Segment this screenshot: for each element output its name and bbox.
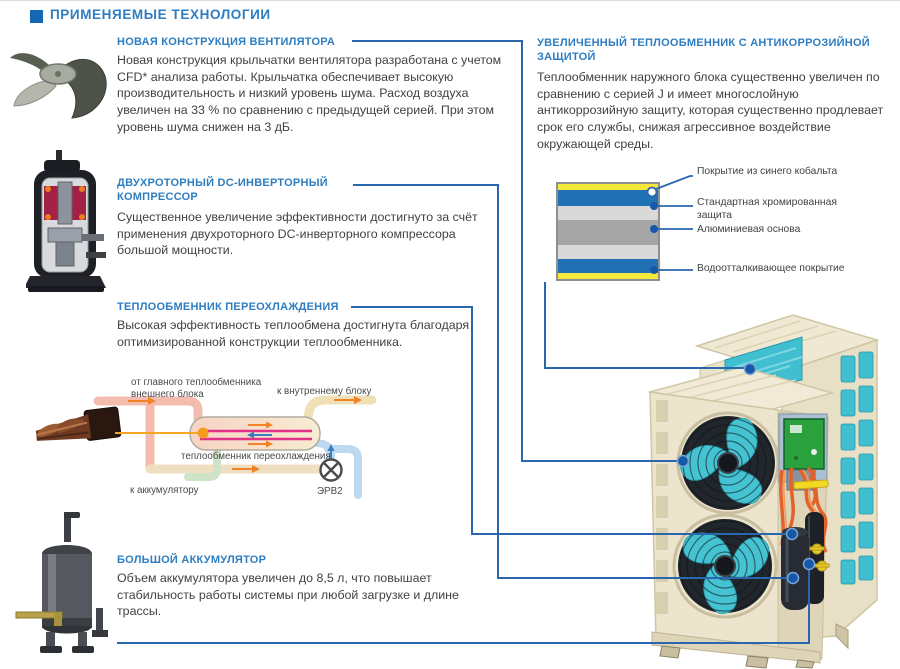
layer-hydrophobic-bottom — [558, 273, 658, 279]
top-rule — [0, 0, 900, 1]
layer-aluminium-core — [558, 220, 658, 245]
layer-chrome-top — [558, 206, 658, 220]
diagram-label-to-accumulator: к аккумулятору — [130, 485, 199, 496]
coating-layer-diagram — [556, 182, 660, 281]
header-bullet-square — [30, 10, 43, 23]
layer-label-cobalt: Покрытие из синего кобальта — [697, 166, 838, 177]
section-body-accumulator: Объем аккумулятора увеличен до 8,5 л, что повышает стабильность работы системы при любой загрузке и длине трассы. — [117, 571, 459, 619]
outdoor-unit-cutaway-image — [630, 300, 900, 669]
layer-chrome-bottom — [558, 245, 658, 259]
layer-cobalt-bottom — [558, 259, 658, 273]
layer-label-chrome: Стандартная хромированная защита — [697, 197, 837, 221]
section-body-fan: Новая конструкция крыльчатки вентилятора разработана с учетом CFD* анализа работы. Крыльчатка обеспечивает высокую производительность и низкий уровень шума. Расход воздуха увеличен на 33 % по сравнению с предыдущей серией. При этом уровень шума снижен на 3 дБ. — [117, 53, 502, 134]
layer-label-hydrophobic: Водоотталкивающее покрытие — [697, 263, 845, 274]
section-title-heat-exchanger: УВЕЛИЧЕННЫЙ ТЕПЛООБМЕННИК С АНТИКОРРОЗИЙНОЙ ЗАЩИТОЙ — [537, 37, 870, 64]
page-title: ПРИМЕНЯЕМЫЕ ТЕХНОЛОГИИ — [50, 7, 271, 22]
compressor-cutaway-image — [26, 148, 110, 296]
section-title-subcooler: ТЕПЛООБМЕННИК ПЕРЕОХЛАЖДЕНИЯ — [117, 301, 339, 313]
section-body-heat-exchanger: Теплообменник наружного блока существенно увеличен по сравнению с серией J и имеет многослойную антикоррозийную защиту, которая существенно продлевает срок его службы, снижая агрессивное воздействие окружающей среды. — [537, 70, 884, 151]
section-title-accumulator: БОЛЬШОЙ АККУМУЛЯТОР — [117, 554, 267, 566]
diagram-label-from-main-hx: от главного теплообменника внешнего блока — [131, 377, 262, 400]
diagram-label-erv2-valve: ЭРВ2 — [317, 486, 343, 497]
section-title-fan: НОВАЯ КОНСТРУКЦИЯ ВЕНТИЛЯТОРА — [117, 36, 336, 48]
section-title-compressor: ДВУХРОТОРНЫЙ DC-ИНВЕРТОРНЫЙ КОМПРЕССОР — [117, 177, 328, 204]
accumulator-tank-image — [12, 512, 142, 662]
fan-propeller-image — [6, 36, 110, 120]
diagram-label-subcooling-hx: теплообменник переохлаждения — [181, 451, 331, 462]
layer-cobalt-top — [558, 190, 658, 206]
layer-label-aluminium: Алюминиевая основа — [697, 224, 801, 235]
section-body-subcooler: Высокая эффективность теплообмена достигнута благодаря оптимизированной конструкции теплообменника. — [117, 318, 470, 349]
diagram-label-to-indoor-unit: к внутреннему блоку — [277, 386, 372, 397]
section-body-compressor: Существенное увеличение эффективности достигнуто за счёт применения двухроторного DC-инверторного компрессора большой мощности. — [117, 210, 478, 258]
